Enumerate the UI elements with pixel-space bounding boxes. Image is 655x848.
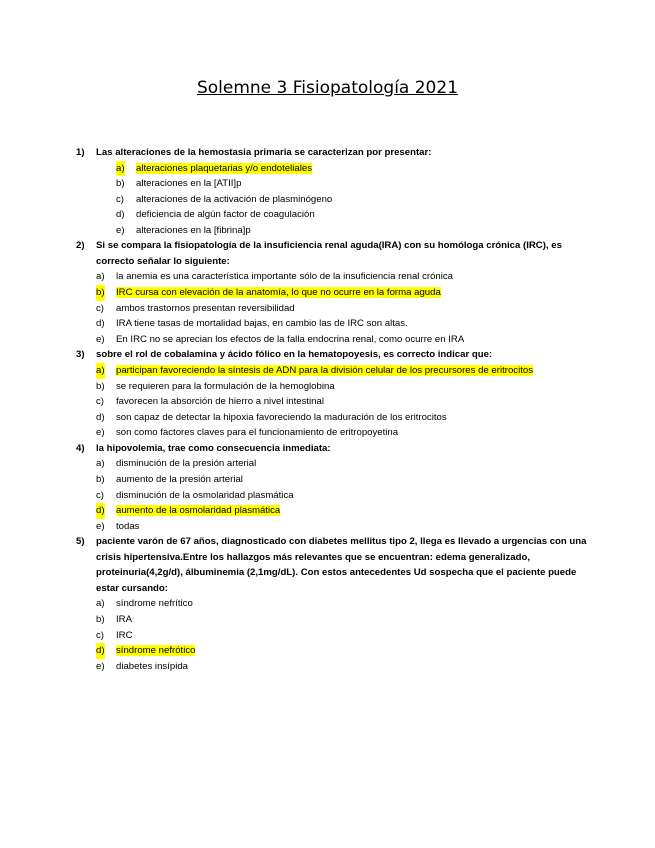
- option-text: síndrome nefrítico: [116, 598, 193, 610]
- question-block: [76, 145, 601, 238]
- answer-option: [76, 519, 601, 535]
- option-letter: c): [116, 193, 124, 205]
- question-stem: sobre el rol de cobalamina y ácido fólico en la hematopoyesis, es correcto indicar que:: [96, 349, 493, 361]
- option-letter: a): [96, 598, 105, 610]
- answer-option: [76, 488, 601, 504]
- option-letter: a): [96, 458, 105, 470]
- answer-option: [76, 394, 601, 410]
- option-text: se requieren para la formulación de la hemoglobina: [116, 380, 335, 392]
- option-list: [76, 596, 601, 674]
- option-text: favorecen la absorción de hierro a nivel intestinal: [116, 396, 324, 408]
- option-letter: b): [96, 474, 105, 485]
- answer-option: [76, 192, 601, 208]
- option-letter: b): [116, 178, 125, 190]
- answer-option: [76, 628, 601, 644]
- question-stem: Si se compara la fisiopatología de la insuficiencia renal aguda(IRA) con su homóloga crónica (IRC), es correcto señalar lo siguiente:: [96, 240, 562, 267]
- option-text: deficiencia de algún factor de coagulación: [136, 209, 315, 221]
- option-letter: b): [96, 613, 105, 625]
- question-text: [76, 145, 601, 161]
- option-letter: d): [96, 643, 105, 659]
- option-text: participan favoreciendo la síntesis de ADN para la división celular de los precursores de eritrocitos: [116, 364, 534, 376]
- answer-option-highlighted: [76, 285, 601, 301]
- answer-option: [76, 176, 601, 192]
- answer-option-highlighted: [76, 161, 601, 177]
- question-block: [76, 441, 601, 534]
- option-letter: d): [96, 503, 105, 519]
- option-text: la anemia es una característica importante sólo de la insuficiencia renal crónica: [116, 271, 454, 283]
- question-list: [76, 145, 601, 674]
- document-title: Solemne 3 Fisiopatología 2021: [196, 78, 459, 98]
- option-letter: d): [96, 318, 105, 330]
- answer-option: [76, 659, 601, 675]
- option-letter: e): [96, 520, 105, 532]
- question-number: 5): [76, 536, 85, 548]
- question-text: [76, 534, 601, 596]
- option-text: aumento de la presión arterial: [116, 474, 243, 485]
- answer-option: [76, 223, 601, 239]
- question-text: [76, 238, 601, 269]
- option-text: IRA tiene tasas de mortalidad bajas, en cambio las de IRC son altas.: [116, 318, 408, 330]
- option-text: alteraciones en la [fibrina]p: [136, 224, 251, 236]
- option-letter: d): [116, 209, 125, 221]
- answer-option: [76, 612, 601, 628]
- option-letter: c): [96, 629, 104, 641]
- option-list: [76, 456, 601, 534]
- answer-option: [76, 425, 601, 441]
- option-letter: b): [96, 380, 105, 392]
- answer-option: [76, 332, 601, 348]
- question-stem: paciente varón de 67 años, diagnosticado con diabetes mellitus tipo 2, llega es llevado a urgencias con una crisis hipertensiva.Entre los hallazgos más relevantes que se encuentran: edema generalizado, proteinuria(4,2g/d), álbuminemia (2,1mg/dL). Con estos antecedentes Ud sospecha que el paciente puede estar cursando:: [96, 536, 587, 594]
- option-text: IRC: [116, 629, 133, 641]
- question-text: [76, 347, 601, 363]
- question-block: [76, 347, 601, 440]
- option-text: IRC cursa con elevación de la anatomía, lo que no ocurre en la forma aguda: [116, 287, 441, 299]
- option-text: son capaz de detectar la hipoxia favoreciendo la maduración de los eritrocitos: [116, 411, 447, 423]
- option-letter: c): [96, 489, 104, 501]
- option-text: son como factores claves para el funcionamiento de eritropoyetina: [116, 427, 399, 439]
- question-block: [76, 238, 601, 347]
- option-letter: a): [96, 363, 105, 379]
- option-letter: e): [96, 427, 105, 439]
- answer-option: [76, 269, 601, 285]
- answer-option: [76, 379, 601, 395]
- question-number: 3): [76, 349, 85, 361]
- answer-option: [76, 596, 601, 612]
- answer-option-highlighted: [76, 363, 601, 379]
- option-letter: e): [116, 224, 125, 236]
- option-letter: e): [96, 660, 105, 672]
- answer-option: [76, 316, 601, 332]
- option-text: todas: [116, 520, 140, 532]
- option-text: alteraciones en la [ATII]p: [136, 178, 242, 190]
- option-text: En IRC no se aprecian los efectos de la falla endocrina renal, como ocurre en IRA: [116, 333, 465, 345]
- option-letter: a): [96, 271, 105, 283]
- question-number: 1): [76, 147, 85, 158]
- option-text: ambos trastornos presentan reversibilidad: [116, 302, 295, 314]
- option-text: diabetes insípida: [116, 660, 189, 672]
- question-stem: Las alteraciones de la hemostasia primaria se caracterizan por presentar:: [96, 147, 432, 158]
- option-text: aumento de la osmolaridad plasmática: [116, 505, 281, 517]
- option-letter: c): [96, 302, 104, 314]
- answer-option: [76, 472, 601, 488]
- option-letter: e): [96, 333, 105, 345]
- answer-option: [76, 456, 601, 472]
- option-letter: c): [96, 396, 104, 408]
- answer-option: [76, 301, 601, 317]
- question-number: 2): [76, 240, 85, 252]
- option-letter: a): [116, 161, 125, 177]
- option-list: [76, 269, 601, 347]
- question-text: [76, 441, 601, 457]
- answer-option-highlighted: [76, 643, 601, 659]
- answer-option: [76, 410, 601, 426]
- option-text: disminución de la osmolaridad plasmática: [116, 489, 294, 501]
- option-list: [76, 161, 601, 239]
- answer-option: [76, 207, 601, 223]
- option-text: alteraciones de la activación de plasminógeno: [136, 193, 333, 205]
- question-stem: la hipovolemia, trae como consecuencia inmediata:: [96, 442, 331, 454]
- option-letter: b): [96, 285, 105, 301]
- option-text: disminución de la presión arterial: [116, 458, 257, 470]
- answer-option-highlighted: [76, 503, 601, 519]
- option-text: síndrome nefrótico: [116, 645, 196, 657]
- option-text: IRA: [116, 613, 132, 625]
- option-list: [76, 363, 601, 441]
- question-block: [76, 534, 601, 674]
- option-text: alteraciones plaquetarias y/o endoteliales: [136, 162, 312, 174]
- option-letter: d): [96, 411, 105, 423]
- question-number: 4): [76, 442, 85, 454]
